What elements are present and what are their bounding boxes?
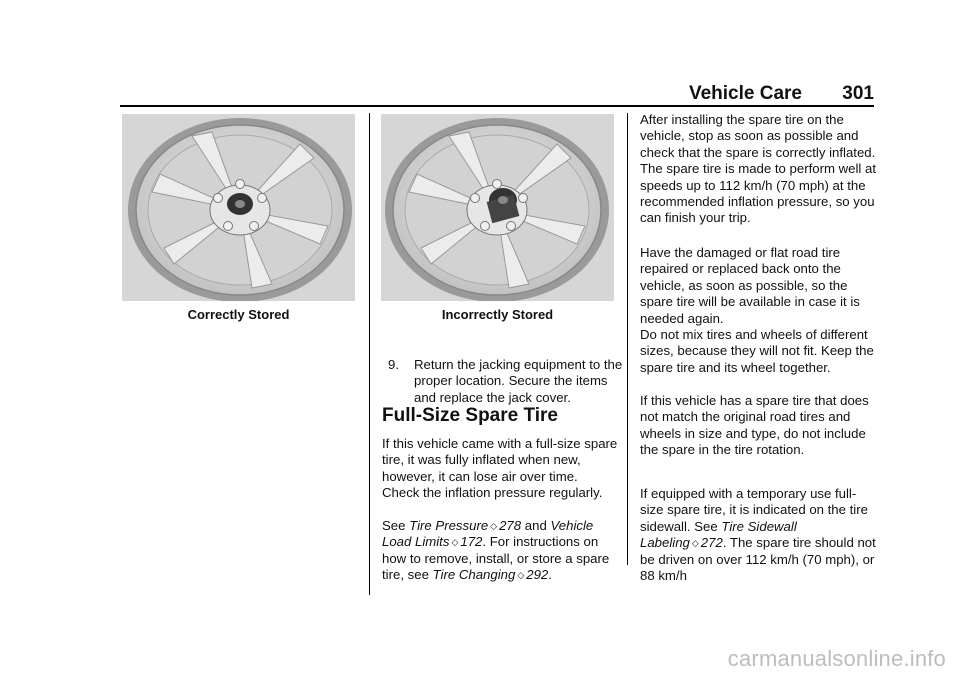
paragraph-rotation: If this vehicle has a spare tire that does not match the original road tires and wheels in size and type, do not include the spare in the tire rotation. [640, 393, 869, 458]
page-header [120, 83, 874, 103]
page-number: 301 [842, 83, 874, 104]
section-title: Vehicle Care [688, 83, 802, 104]
temporary-spare-text: If equipped with a temporary use full-size spare tire, it is indicated on the tire sidewall. See [640, 486, 868, 534]
link-tire-sidewall-labeling-page[interactable]: 272 [700, 535, 723, 551]
link-vehicle-load-limits[interactable]: Vehicle Load Limits [382, 518, 594, 550]
paragraph-temporary-spare [640, 486, 876, 584]
page-reference-arrow-icon: ◇ [517, 570, 525, 581]
spare-wheel-correct-image [122, 114, 355, 301]
link-vehicle-load-limits-page[interactable]: 172 [460, 534, 483, 550]
page-reference-arrow-icon: ◇ [490, 521, 498, 531]
paragraph-full-size-spare: If this vehicle came with a full-size spare tire, it was fully inflated when new, however, it can lose air over time. Check the inflation pressure regularly. [382, 436, 618, 501]
instructions-text: . For instructions on how to remove, install, or store a spare tire, see [382, 534, 610, 583]
section-heading: Full-Size Spare Tire [382, 405, 558, 426]
spare-wheel-incorrect-image [381, 114, 614, 301]
page-reference-arrow-icon: ◇ [451, 537, 459, 548]
link-tire-changing[interactable]: Tire Changing [432, 567, 516, 583]
see-label: See [382, 518, 406, 533]
paragraph-do-not-mix: Do not mix tires and wheels of different sizes, because they will not fit. Keep the spare tire and its wheel together. [640, 327, 874, 375]
end-period: . [548, 567, 552, 583]
link-tire-sidewall-labeling[interactable]: Tire Sidewall Labeling [640, 518, 797, 551]
link-tire-changing-page[interactable]: 292 [526, 567, 549, 583]
link-tire-pressure[interactable]: Tire Pressure [409, 518, 489, 533]
paragraph-repair-road-tire: Have the damaged or flat road tire repaired or replaced back onto the vehicle, as soon as possible, so the spare tire will be available in case it is needed again. [640, 245, 860, 326]
figure-caption-correct: Correctly Stored [187, 307, 290, 322]
column-divider-left [369, 113, 370, 595]
step-number: 9. [388, 357, 399, 372]
paragraph-see-references [382, 518, 618, 584]
column-divider-right [627, 113, 628, 565]
watermark: carmanualsonline.info [727, 646, 946, 671]
header-rule [120, 105, 874, 107]
speed-limit-text: . The spare tire should not be driven on over 112 km/h (70 mph), or 88 km/h [640, 535, 876, 584]
step-text: Return the jacking equipment to the proper location. Secure the items and replace the jack cover. [414, 357, 623, 405]
and-label: and [524, 518, 547, 533]
paragraph-after-installing: After installing the spare tire on the vehicle, stop as soon as possible and check that the spare is correctly inflated. The spare tire is made to perform well at speeds up to 112 km/h (70 mph) at the recommended inflation pressure, so you can finish your trip. [640, 112, 877, 226]
page-reference-arrow-icon: ◇ [691, 538, 699, 549]
figure-caption-incorrect: Incorrectly Stored [441, 307, 554, 322]
link-tire-pressure-page[interactable]: 278 [499, 518, 522, 533]
